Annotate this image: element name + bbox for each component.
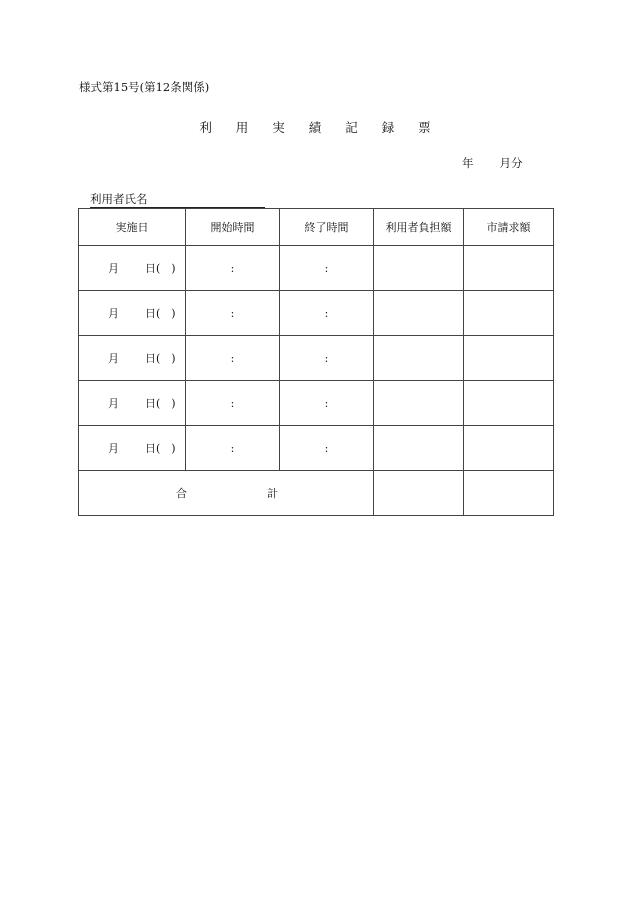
end-time-cell: : xyxy=(280,336,374,381)
record-table xyxy=(78,208,554,516)
day-label: 日( ) xyxy=(145,307,176,320)
header-date: 実施日 xyxy=(79,209,186,246)
day-label: 日( ) xyxy=(145,352,176,365)
date-cell xyxy=(79,336,186,381)
total-label-cell xyxy=(79,471,374,516)
end-time-cell: : xyxy=(280,426,374,471)
total-user-burden-cell xyxy=(374,471,464,516)
year-label: 年 xyxy=(462,156,474,170)
month-label: 月 xyxy=(108,442,119,455)
user-name-label: 利用者氏名 xyxy=(90,192,148,206)
date-cell xyxy=(79,426,186,471)
city-claim-cell xyxy=(464,291,554,336)
city-claim-cell xyxy=(464,246,554,291)
start-time-cell: : xyxy=(186,426,280,471)
month-label: 月 xyxy=(108,397,119,410)
city-claim-cell xyxy=(464,381,554,426)
table-row xyxy=(79,291,554,336)
user-burden-cell xyxy=(374,336,464,381)
table-row xyxy=(79,426,554,471)
table-row xyxy=(79,336,554,381)
month-label: 月 xyxy=(108,352,119,365)
date-cell xyxy=(79,246,186,291)
start-time-cell: : xyxy=(186,381,280,426)
start-time-cell: : xyxy=(186,291,280,336)
month-label: 月分 xyxy=(499,156,523,170)
user-burden-cell xyxy=(374,426,464,471)
total-row xyxy=(79,471,554,516)
user-burden-cell xyxy=(374,246,464,291)
document-title: 利 用 実 績 記 録 票 xyxy=(199,120,441,135)
header-city-claim: 市請求額 xyxy=(464,209,554,246)
date-cell xyxy=(79,381,186,426)
month-label: 月 xyxy=(108,262,119,275)
table-header-row xyxy=(79,209,554,246)
table-row xyxy=(79,246,554,291)
header-start-time: 開始時間 xyxy=(186,209,280,246)
table-row xyxy=(79,381,554,426)
day-label: 日( ) xyxy=(145,442,176,455)
date-cell xyxy=(79,291,186,336)
form-number: 様式第15号(第12条関係) xyxy=(79,80,210,94)
user-burden-cell xyxy=(374,291,464,336)
start-time-cell: : xyxy=(186,246,280,291)
end-time-cell: : xyxy=(280,246,374,291)
day-label: 日( ) xyxy=(145,397,176,410)
end-time-cell: : xyxy=(280,291,374,336)
total-city-claim-cell xyxy=(464,471,554,516)
total-label-right: 計 xyxy=(267,487,278,500)
city-claim-cell xyxy=(464,336,554,381)
end-time-cell: : xyxy=(280,381,374,426)
user-burden-cell xyxy=(374,381,464,426)
city-claim-cell xyxy=(464,426,554,471)
period-label xyxy=(462,155,523,171)
start-time-cell: : xyxy=(186,336,280,381)
total-label-left: 合 xyxy=(176,487,187,500)
user-name-field xyxy=(90,192,265,208)
header-end-time: 終了時間 xyxy=(280,209,374,246)
month-label: 月 xyxy=(108,307,119,320)
day-label: 日( ) xyxy=(145,262,176,275)
header-user-burden: 利用者負担額 xyxy=(374,209,464,246)
